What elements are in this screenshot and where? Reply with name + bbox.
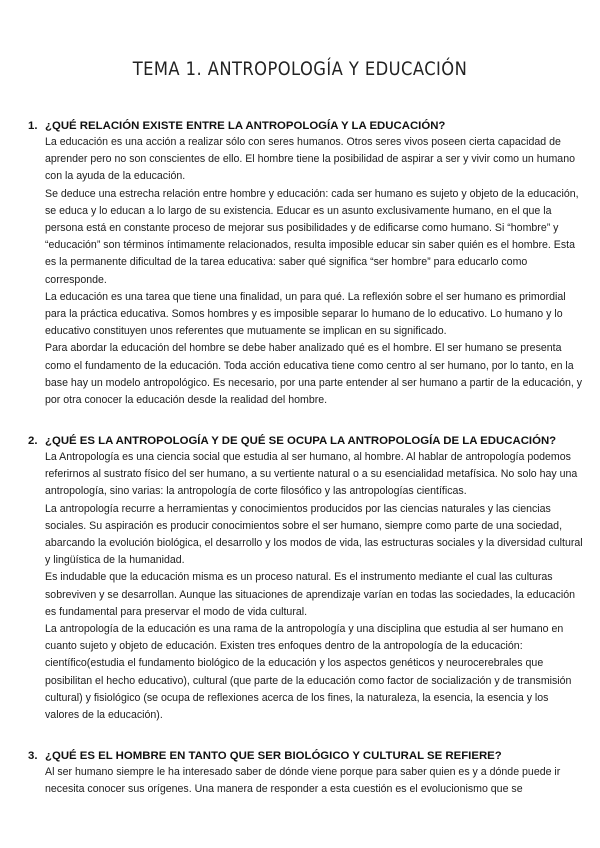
paragraph: La educación es una acción a realizar sólo con seres humanos. Otros seres vivos poseen cierta capacidad de aprender pero no son conscientes de ello. El hombre tiene la posibilidad de aspirar a ser y vivir como un humano con la ayuda de la educación. — [45, 136, 575, 183]
section-body — [45, 134, 584, 409]
section-body — [45, 449, 584, 724]
document-title: TEMA 1. ANTROPOLOGÍA Y EDUCACIÓN — [132, 58, 468, 80]
paragraph: La educación es una tarea que tiene una finalidad, un para qué. La reflexión sobre el ser humano es primordial para la práctica educativa. Somos hombres y es imposible separar lo humano de lo educativo. Lo humano y lo educativo constituyen unos referentes que mutuamente se implican en su significado. — [45, 290, 566, 338]
section-2 — [28, 433, 584, 724]
section-title: ¿QUÉ ES LA ANTROPOLOGÍA Y DE QUÉ SE OCUPA LA ANTROPOLOGÍA DE LA EDUCACIÓN? — [45, 435, 557, 447]
paragraph: Se deduce una estrecha relación entre hombre y educación: cada ser humano es sujeto y objeto de la educación, se educa y lo educan a lo largo de su existencia. Educar es un asunto exclusivamente humano, en el que la persona está en constante proceso de mejorar sus posibilidades y de edificarse como humano. Si “hombre” y “educación” son términos íntimamente relacionados, resulta imposible educar sin saber quién es el hombre. Esta es la permanente dificultad de la tarea educativa: saber qué significa “ser hombre” para educarlo como corresponde. — [45, 187, 579, 286]
section-3 — [28, 748, 584, 798]
paragraph: Para abordar la educación del hombre se debe haber analizado qué es el hombre. El ser humano se presenta como el fundamento de la educación. Toda acción educativa tiene como centro al ser humano, por lo tanto, en la base hay un modelo antropológico. Es necesario, por una parte entender al ser humano a partir de la educación, y por otra conocer la educación desde la realidad del hombre. — [45, 342, 583, 407]
section-heading — [28, 748, 584, 764]
paragraph: La antropología recurre a herramientas y conocimientos producidos por las ciencias naturales y las ciencias sociales. Su aspiración es producir conocimientos sobre el ser humano, siempre como parte de una sociedad, abarcando la evolución biológica, el desarrollo y los modos de vida, las estructuras sociales y la diversidad cultural y lingüística de la humanidad. — [45, 502, 583, 567]
paragraph: Al ser humano siempre le ha interesado saber de dónde viene porque para saber quien es y a dónde puede ir necesita conocer sus orígenes. Una manera de responder a esta cuestión es el evolucionismo que se — [45, 766, 561, 796]
section-number: 3. — [28, 750, 38, 762]
paragraph: La antropología de la educación es una rama de la antropología y una disciplina que estudia al ser humano en cuanto sujeto y objeto de educación. Existen tres enfoques dentro de la antropología de la educación: científico(estudia el fundamento biológico de la educación y los aspectos genéticos y neurocerebrales que posibilitan el hecho educativo), cultural (que parte de la educación como factor de socialización y de transmisión cultural) y fisiológico (se ocupa de reflexiones acerca de los fines, la naturaleza, la esencia, la esencia y los valores de la educación). — [45, 623, 572, 722]
section-body — [45, 764, 584, 798]
section-heading — [28, 433, 584, 449]
section-number: 2. — [28, 435, 38, 447]
paragraph: Es indudable que la educación misma es un proceso natural. Es el instrumento mediante el cual las culturas sobreviven y se desarrollan. Aunque las situaciones de aprendizaje varían en todas las sociedades, la educación es fundamental para preservar el modo de vida cultural. — [45, 571, 576, 618]
section-title: ¿QUÉ ES EL HOMBRE EN TANTO QUE SER BIOLÓGICO Y CULTURAL SE REFIERE? — [45, 750, 502, 762]
section-heading — [28, 118, 584, 134]
section-number: 1. — [28, 120, 38, 132]
paragraph: La Antropología es una ciencia social que estudia al ser humano, al hombre. Al hablar de antropología podemos referirnos al sustrato físico del ser humano, a su vertiente natural o a su esencialidad metafísica. No solo hay una antropología, sino varias: la antropología de corte filosófico y las antropologías científicas. — [45, 451, 578, 498]
section-title: ¿QUÉ RELACIÓN EXISTE ENTRE LA ANTROPOLOGÍA Y LA EDUCACIÓN? — [45, 120, 446, 132]
section-1 — [28, 118, 584, 409]
